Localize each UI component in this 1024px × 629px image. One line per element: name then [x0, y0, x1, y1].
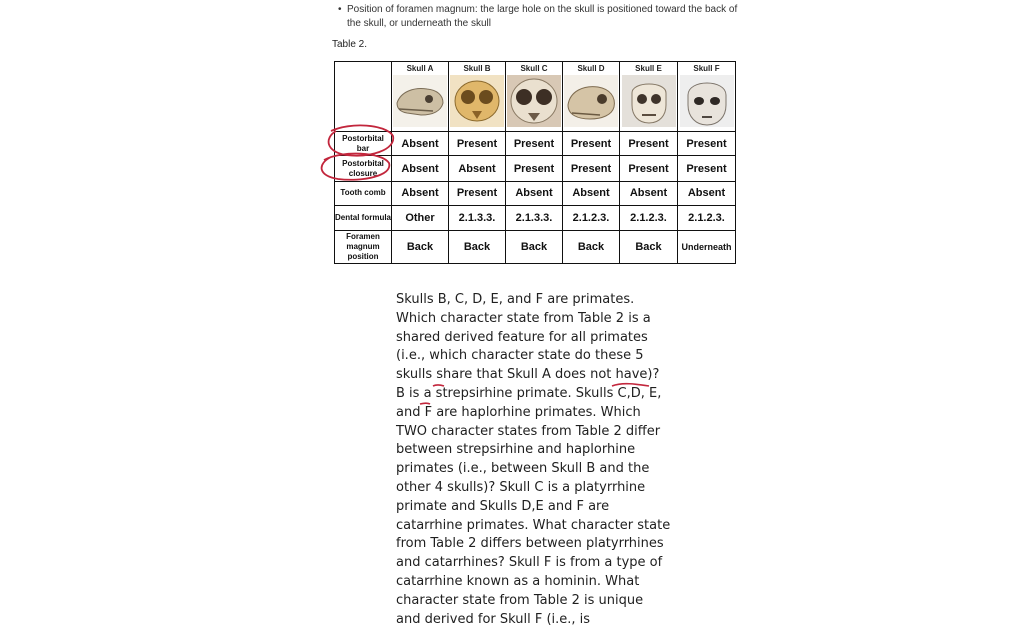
table-cell: Back: [392, 230, 449, 263]
column-label: Skull F: [693, 64, 720, 74]
question-passage: [396, 291, 671, 629]
table-cell: Back: [506, 230, 563, 263]
table-row: [335, 132, 736, 156]
column-label: Skull E: [635, 64, 662, 74]
skull-a-image: [393, 75, 447, 127]
table-cell: Absent: [392, 132, 449, 156]
bullet-symbol: •: [338, 4, 342, 15]
column-header-skull-e: [620, 62, 678, 132]
passage-text: Skulls B, C, D, E, and F are primates. Which character state from Table 2 is a shared derived feature for all primates (i.e., which character state do these 5 skulls share that Skull A does not have)? B is a strepsirhine primate. Skulls C,D, E, and F are haplorhine primates. Which TWO character states from Table 2 differ between strepsirhine and haplorhine primates (i.e., between Skull B and the other 4 skulls)? Skull C is a platyrrhine primate and Skulls D,E and F are catarrhine primates. What character state from Table 2 differs between platyrrhines and catarrhines? Skull F is from a type of catarrhine known as a hominin. What character state from Table 2 is unique and derived for Skull F (i.e., is: [396, 292, 671, 627]
table-cell: Other: [392, 205, 449, 230]
skull-comparison-table: [334, 61, 736, 264]
table-cell: Present: [678, 156, 736, 181]
table-cell: Present: [449, 132, 506, 156]
skull-b-image: [450, 75, 504, 127]
column-header-skull-b: [449, 62, 506, 132]
row-header: Tooth comb: [335, 181, 392, 205]
table-row: [335, 230, 736, 263]
table-row: [335, 181, 736, 205]
table-cell: Absent: [392, 181, 449, 205]
skull-c-image: [507, 75, 561, 127]
table-cell: Absent: [506, 181, 563, 205]
table-cell: 2.1.2.3.: [678, 205, 736, 230]
table-row: [335, 205, 736, 230]
table-cell: Absent: [449, 156, 506, 181]
row-header: Postorbital closure: [335, 156, 392, 181]
table-cell: Present: [449, 181, 506, 205]
table-cell: Present: [506, 132, 563, 156]
column-header-skull-d: [563, 62, 620, 132]
column-label: Skull B: [463, 64, 491, 74]
table-cell: Present: [678, 132, 736, 156]
table-cell: Absent: [678, 181, 736, 205]
table-cell: 2.1.3.3.: [506, 205, 563, 230]
table-cell: Underneath: [678, 230, 736, 263]
table-row: [335, 156, 736, 181]
table-header-row: [335, 62, 736, 132]
skull-f-image: [680, 75, 734, 127]
skull-d-image: [564, 75, 618, 127]
table-cell: 2.1.2.3.: [563, 205, 620, 230]
table-cell: 2.1.2.3.: [620, 205, 678, 230]
table-cell: Absent: [563, 181, 620, 205]
column-label: Skull A: [406, 64, 434, 74]
bullet-text: Position of foramen magnum: the large hole on the skull is positioned toward the back of the skull, or underneath the skull: [347, 4, 738, 29]
table-corner-cell: [335, 62, 392, 132]
table-cell: Back: [449, 230, 506, 263]
column-header-skull-a: [392, 62, 449, 132]
table-cell: Present: [563, 132, 620, 156]
skull-e-image: [622, 75, 676, 127]
table-cell: Back: [620, 230, 678, 263]
column-label: Skull D: [577, 64, 605, 74]
row-header: Foramen magnum position: [335, 230, 392, 263]
table-cell: Present: [620, 156, 678, 181]
table-cell: Present: [506, 156, 563, 181]
table-cell: Present: [563, 156, 620, 181]
row-header: Postorbital bar: [335, 132, 392, 156]
column-label: Skull C: [520, 64, 548, 74]
row-header: Dental formula: [335, 205, 392, 230]
table-cell: Present: [620, 132, 678, 156]
column-header-skull-f: [678, 62, 736, 132]
table-cell: Absent: [392, 156, 449, 181]
column-header-skull-c: [506, 62, 563, 132]
table-cell: Absent: [620, 181, 678, 205]
table-cell: Back: [563, 230, 620, 263]
table-cell: 2.1.3.3.: [449, 205, 506, 230]
bullet-point: [338, 3, 748, 31]
table-label: Table 2.: [332, 39, 368, 50]
